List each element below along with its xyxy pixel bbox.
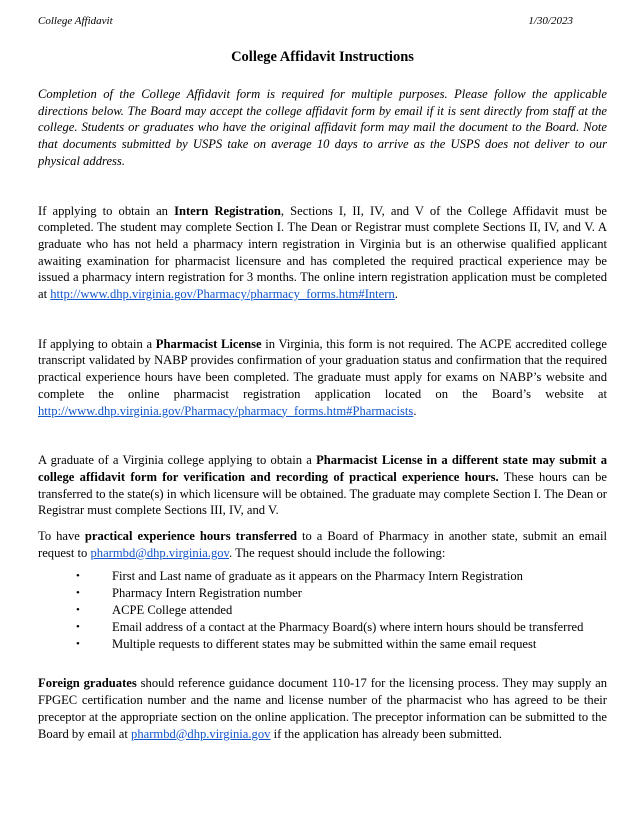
list-item	[38, 602, 607, 619]
license-text-2: in Virginia, this form is not required. The ACPE accredited college transcript validated by NABP provides confirmation of your graduation status and confirmation that the required practical experience hours have been completed. The graduate must apply for exams on NABP’s website and complete the online pharmacist registration application located on the Board’s website at	[38, 336, 607, 401]
pharmacist-license-bold: Pharmacist License	[155, 336, 262, 351]
page-title: College Affidavit Instructions	[231, 49, 414, 65]
different-state-bold: Pharmacist License in a different state may submit a college affidavit form for verification and recording of practical experience hours.	[38, 453, 607, 484]
pharmacist-form-link[interactable]: http://www.dhp.virginia.gov/Pharmacy/pharmacy_forms.htm#Pharmacists	[38, 403, 414, 418]
intern-form-link[interactable]: http://www.dhp.virginia.gov/Pharmacy/pharmacy_forms.htm#Intern	[50, 287, 395, 302]
pharmacist-license-paragraph	[38, 336, 607, 420]
page-header	[38, 14, 607, 28]
list-item	[38, 636, 607, 653]
bullet-icon: •	[76, 604, 80, 617]
foreign-graduates-bold: Foreign graduates	[38, 676, 137, 691]
list-item	[38, 619, 607, 636]
intern-registration-bold: Intern Registration	[174, 203, 281, 218]
list-item-text: ACPE College attended	[112, 603, 233, 618]
intern-text-2: , Sections I, II, IV, and V of the College Affidavit must be completed. The student may complete Section I. The Dean or Registrar must complete Sections II, IV, and V. A graduate who has not held a pharmacy intern registration in Virginia but is an otherwise qualified applicant awaiting examination for pharmacist licensure and has completed the required practical experience may be issued a pharmacy intern registration for 3 months. The online intern registration application must be completed at	[38, 203, 607, 302]
transfer-text-1: To have	[38, 529, 85, 544]
list-item	[38, 568, 607, 585]
intro-paragraph: Completion of the College Affidavit form is required for multiple purposes. Please follow the applicable directions below. The Board may accept the college affidavit form by email if it is sent directly from staff at the college. Students or graduates who have the original affidavit form may mail the document to the Board. Note that documents submitted by USPS take on average 10 days to arrive as the USPS does not deliver to our physical address.	[38, 87, 607, 168]
intern-registration-paragraph	[38, 203, 607, 303]
request-requirements-list	[38, 568, 607, 652]
list-item-text: Multiple requests to different states may be submitted within the same email request	[112, 636, 537, 651]
list-item	[38, 585, 607, 602]
bullet-icon: •	[76, 637, 80, 650]
foreign-text-1: should reference guidance document 110-17 for the licensing process. They may supply an FPGEC certification number and the name and license number of the pharmacist who has agreed to be their preceptor at the appropriate section on the online application. The preceptor information can be submitted to the Board by email at	[38, 676, 607, 741]
bullet-icon: •	[76, 570, 80, 583]
graduate-text-1: A graduate of a Virginia college applying to obtain a	[38, 453, 317, 468]
foreign-text-2: if the application has already been submitted.	[270, 726, 502, 741]
intern-text-1: If applying to obtain an	[38, 203, 175, 218]
pharmbd-email-link-2[interactable]: pharmbd@dhp.virginia.gov	[131, 726, 271, 741]
header-document-name: College Affidavit	[38, 15, 113, 27]
bullet-icon: •	[76, 587, 80, 600]
hours-transferred-bold: practical experience hours transferred	[84, 529, 297, 544]
license-text-3: .	[413, 403, 417, 418]
list-item-text: Pharmacy Intern Registration number	[112, 586, 302, 601]
pharmbd-email-link[interactable]: pharmbd@dhp.virginia.gov	[90, 545, 230, 560]
foreign-graduates-paragraph	[38, 675, 607, 742]
hours-transfer-paragraph	[38, 528, 607, 561]
transfer-text-3: . The request should include the following:	[229, 545, 446, 560]
list-item-text: First and Last name of graduate as it appears on the Pharmacy Intern Registration	[112, 569, 523, 584]
different-state-paragraph	[38, 452, 607, 519]
intern-text-3: .	[394, 287, 398, 302]
transfer-text-2: to a Board of Pharmacy in another state, submit an email request to	[38, 529, 607, 560]
graduate-text-2: These hours can be transferred to the state(s) in which licensure will be obtained. The graduate may complete Section I. The Dean or Registrar must complete Sections III, IV, and V.	[38, 469, 607, 518]
license-text-1: If applying to obtain a	[38, 336, 156, 351]
header-date: 1/30/2023	[528, 15, 573, 27]
bullet-icon: •	[76, 620, 80, 633]
list-item-text: Email address of a contact at the Pharmacy Board(s) where intern hours should be transferred	[112, 619, 584, 634]
